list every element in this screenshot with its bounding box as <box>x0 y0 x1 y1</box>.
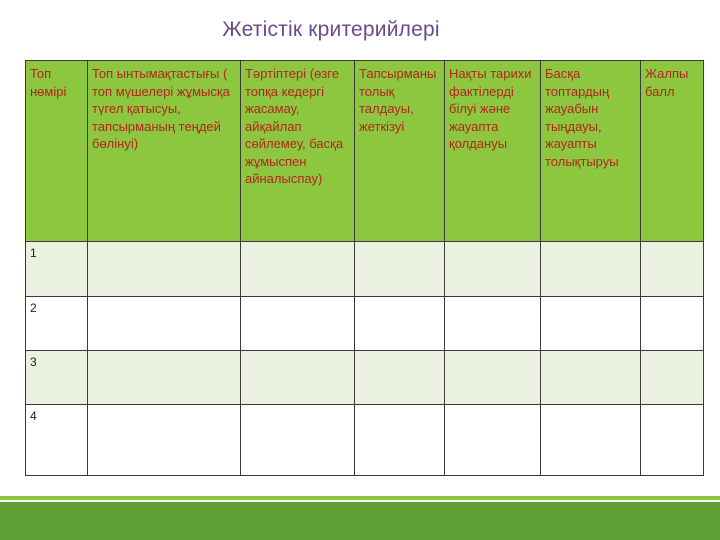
score-cell <box>541 242 641 297</box>
table-row <box>26 405 704 476</box>
page-title: Жетістік критерийлері <box>222 18 440 41</box>
row-number: 2 <box>26 297 88 351</box>
score-cell <box>541 297 641 351</box>
score-cell <box>641 242 704 297</box>
footer-band <box>0 502 720 540</box>
row-number: 4 <box>26 405 88 476</box>
column-header-discipline: Тәртіптері (өзге топқа кедергі жасамау, айқайлап сөйлемеу, басқа жұмыспен айналыспау) <box>241 61 355 242</box>
score-cell <box>241 297 355 351</box>
score-cell <box>355 405 445 476</box>
score-cell <box>355 242 445 297</box>
score-cell <box>641 351 704 405</box>
score-cell <box>88 405 241 476</box>
score-cell <box>88 351 241 405</box>
column-header-historical-facts: Нақты тарихи фактілерді білуі және жауапта қолдануы <box>445 61 541 242</box>
table-row <box>26 351 704 405</box>
footer-divider <box>0 496 720 500</box>
row-number: 3 <box>26 351 88 405</box>
column-header-total-score: Жалпы балл <box>641 61 704 242</box>
table-header-row <box>26 61 704 242</box>
score-cell <box>445 297 541 351</box>
score-cell <box>445 405 541 476</box>
score-cell <box>88 297 241 351</box>
table-row <box>26 297 704 351</box>
score-cell <box>641 297 704 351</box>
score-cell <box>541 351 641 405</box>
column-header-listening: Басқа топтардың жауабын тыңдауы, жауапты толықтыруы <box>541 61 641 242</box>
score-cell <box>355 297 445 351</box>
table-row <box>26 242 704 297</box>
score-cell <box>541 405 641 476</box>
score-cell <box>355 351 445 405</box>
score-cell <box>241 242 355 297</box>
column-header-task-analysis: Тапсырманы толық талдауы, жеткізуі <box>355 61 445 242</box>
score-cell <box>641 405 704 476</box>
score-cell <box>445 242 541 297</box>
row-number: 1 <box>26 242 88 297</box>
score-cell <box>241 405 355 476</box>
column-header-cooperation: Топ ынтымақтастығы ( топ мүшелері жұмысқа түгел қатысуы, тапсырманың теңдей бөлінуі) <box>88 61 241 242</box>
score-cell <box>88 242 241 297</box>
criteria-table <box>25 60 704 476</box>
score-cell <box>241 351 355 405</box>
column-header-group-number: Топ нөмірі <box>26 61 88 242</box>
score-cell <box>445 351 541 405</box>
